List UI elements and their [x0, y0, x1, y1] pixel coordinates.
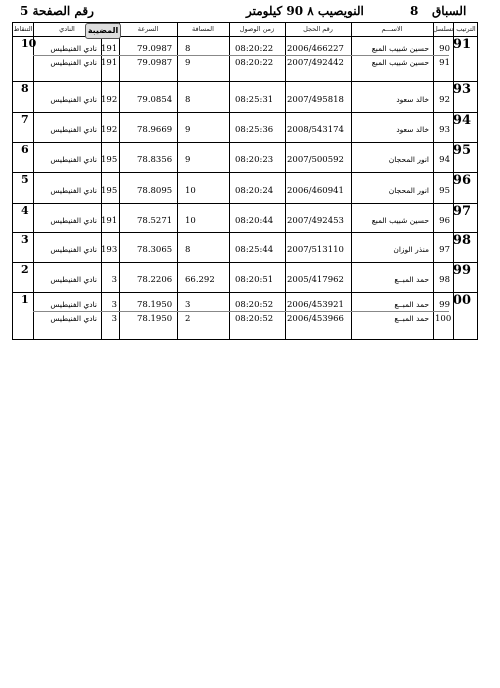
distance-cell: 66.292 [185, 275, 215, 285]
club-cell: نادي الفنيطيس [50, 155, 97, 164]
column-header: زمن الوصول [239, 25, 275, 33]
group-divider [13, 142, 477, 143]
speed-cell: 78.8095 [137, 186, 173, 196]
position-label: 96 [452, 173, 471, 188]
column-header: النادي [59, 25, 75, 33]
ring-id-cell: 2007/492453 [287, 216, 344, 226]
column-header: رقم الحجل [303, 25, 333, 33]
page-header [12, 2, 478, 22]
speed-cell: 79.0987 [137, 44, 173, 54]
ring-id-cell: 2007/513110 [287, 245, 344, 255]
ring-id-cell: 2005/417962 [287, 275, 344, 285]
column-header: المسافة [192, 25, 214, 33]
page-number-label: رقم الصفحة 5 [20, 4, 94, 18]
ring-id-cell: 2006/453921 [287, 300, 344, 310]
rank-label: 1 [21, 293, 29, 306]
header-divider [13, 36, 477, 37]
name-cell: حمد المبــع [394, 275, 429, 284]
name-cell: انور المحجان [388, 155, 429, 164]
arrival-time-cell: 08:20:23 [235, 155, 274, 165]
race-number: 8 [410, 4, 419, 18]
name-cell: خالد سعود [396, 95, 429, 104]
ring-cell: 3 [111, 300, 117, 310]
position-label: 91 [452, 37, 471, 52]
distance-cell: 10 [185, 186, 196, 196]
group-divider [13, 81, 477, 82]
distance-cell: 9 [185, 155, 191, 165]
arrival-time-cell: 08:20:52 [235, 314, 274, 324]
rank-label: 5 [21, 173, 29, 186]
rank-label: 8 [21, 82, 29, 95]
speed-cell: 79.0854 [137, 95, 173, 105]
ring-cell: 191 [101, 58, 118, 68]
club-cell: نادي الفنيطيس [50, 58, 97, 67]
rank-label: 4 [21, 204, 29, 217]
speed-cell: 78.3065 [137, 245, 173, 255]
group-divider [13, 232, 477, 233]
sequence-cell: 90 [439, 44, 450, 54]
name-cell: حمد المبــع [394, 300, 429, 309]
position-label: 99 [452, 263, 471, 278]
group-divider [13, 112, 477, 113]
position-label: 98 [452, 233, 471, 248]
ring-id-cell: 2006/460941 [287, 186, 344, 196]
rank-label: 2 [21, 263, 29, 276]
column-header: التنقاط [13, 25, 33, 33]
group-divider [13, 203, 477, 204]
club-cell: نادي الفنيطيس [50, 44, 97, 53]
speed-cell: 78.9669 [137, 125, 173, 135]
column-header: الترتيب [456, 25, 476, 33]
position-label: 97 [452, 204, 471, 219]
sequence-cell: 98 [439, 275, 450, 285]
sequence-cell: 96 [439, 216, 450, 226]
group-divider [13, 172, 477, 173]
distance-label: النويصيب ٨ 90 كيلومتر [246, 4, 364, 18]
ring-cell: 192 [101, 125, 118, 135]
distance-cell: 3 [185, 300, 191, 310]
arrival-time-cell: 08:20:22 [235, 58, 274, 68]
club-cell: نادي الفنيطيس [50, 245, 97, 254]
distance-cell: 9 [185, 58, 191, 68]
sequence-cell: 94 [439, 155, 450, 165]
distance-cell: 8 [185, 245, 191, 255]
ring-id-cell: 2006/453966 [287, 314, 344, 324]
sequence-cell: 100 [435, 314, 452, 324]
ring-id-cell: 2007/500592 [287, 155, 344, 165]
distance-cell: 9 [185, 125, 191, 135]
sequence-cell: 91 [439, 58, 450, 68]
name-cell: حسين شبيب المبع [371, 58, 429, 67]
column-header: الاســـم [381, 25, 403, 33]
distance-cell: 2 [185, 314, 191, 324]
ring-cell: 195 [101, 186, 118, 196]
stamp-icon: المضيبة [85, 23, 121, 39]
name-cell: انور المحجان [388, 186, 429, 195]
ring-cell: 195 [101, 155, 118, 165]
rank-label: 6 [21, 143, 29, 156]
speed-cell: 79.0987 [137, 58, 173, 68]
ring-cell: 191 [101, 44, 118, 54]
club-cell: نادي الفنيطيس [50, 186, 97, 195]
name-cell: حمد المبــع [394, 314, 429, 323]
arrival-time-cell: 08:20:24 [235, 186, 274, 196]
speed-cell: 78.1950 [137, 314, 173, 324]
distance-cell: 10 [185, 216, 196, 226]
arrival-time-cell: 08:25:36 [235, 125, 274, 135]
club-cell: نادي الفنيطيس [50, 216, 97, 225]
arrival-time-cell: 08:25:44 [235, 245, 274, 255]
distance-cell: 8 [185, 44, 191, 54]
ring-cell: 192 [101, 95, 118, 105]
arrival-time-cell: 08:20:51 [235, 275, 274, 285]
sequence-cell: 92 [439, 95, 450, 105]
name-cell: منذر الوزان [393, 245, 429, 254]
ring-cell: 191 [101, 216, 118, 226]
club-cell: نادي الفنيطيس [50, 95, 97, 104]
sequence-cell: 95 [439, 186, 450, 196]
arrival-time-cell: 08:20:44 [235, 216, 274, 226]
name-cell: حسين شبيب المبع [371, 44, 429, 53]
club-cell: نادي الفنيطيس [50, 125, 97, 134]
results-table [12, 22, 478, 340]
column-header: السرعة [137, 25, 159, 33]
position-label: 95 [452, 143, 471, 158]
ring-id-cell: 2008/543174 [287, 125, 344, 135]
rank-label: 7 [21, 113, 29, 126]
rank-label: 3 [21, 233, 29, 246]
arrival-time-cell: 08:20:22 [235, 44, 274, 54]
arrival-time-cell: 08:25:31 [235, 95, 274, 105]
ring-id-cell: 2007/495818 [287, 95, 344, 105]
ring-id-cell: 2007/492442 [287, 58, 344, 68]
speed-cell: 78.1950 [137, 300, 173, 310]
speed-cell: 78.5271 [137, 216, 173, 226]
ring-cell: 193 [101, 245, 118, 255]
name-cell: حسين شبيب المبع [371, 216, 429, 225]
rank-label: 10 [21, 37, 37, 50]
ring-cell: 3 [111, 314, 117, 324]
sequence-cell: 99 [439, 300, 450, 310]
row-divider [33, 55, 449, 56]
arrival-time-cell: 08:20:52 [235, 300, 274, 310]
position-label: 00 [452, 293, 471, 308]
club-cell: نادي الفنيطيس [50, 300, 97, 309]
row-divider [33, 311, 449, 312]
position-label: 93 [452, 82, 471, 97]
distance-cell: 8 [185, 95, 191, 105]
position-label: 94 [452, 113, 471, 128]
race-label: السباق [432, 4, 467, 18]
club-cell: نادي الفنيطيس [50, 314, 97, 323]
ring-id-cell: 2006/466227 [287, 44, 344, 54]
sequence-cell: 97 [439, 245, 450, 255]
speed-cell: 78.8356 [137, 155, 173, 165]
club-cell: نادي الفنيطيس [50, 275, 97, 284]
group-divider [13, 262, 477, 263]
sequence-cell: 93 [439, 125, 450, 135]
ring-cell: 3 [111, 275, 117, 285]
speed-cell: 78.2206 [137, 275, 173, 285]
column-header: تسلسل [433, 25, 454, 33]
group-divider [13, 292, 477, 293]
name-cell: خالد سعود [396, 125, 429, 134]
